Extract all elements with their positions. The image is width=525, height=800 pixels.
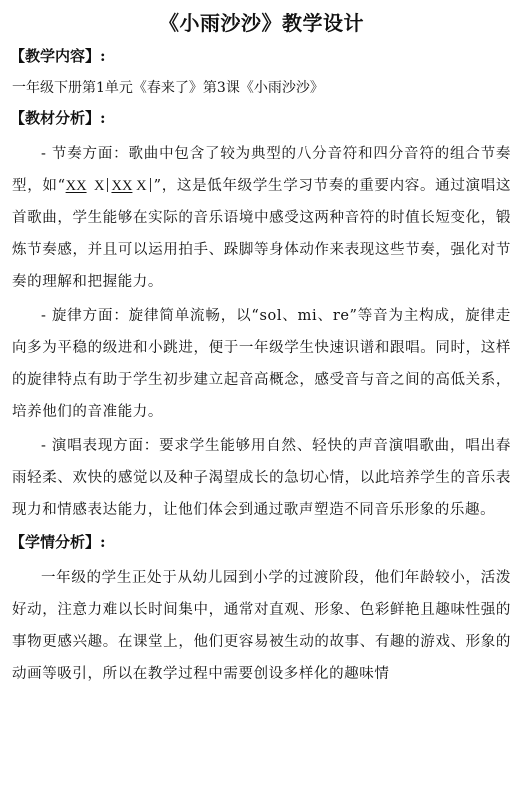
rhythm-paragraph-rest: ”，这是低年级学生学习节奏的重要内容。通过演唱这首歌曲，学生能够在实际的音乐语境中感受这两种音符的时值长短变化，锻炼节奏感，并且可以运用拍手、跺脚等身体动作来表现这些节奏，强化对节奏的理解和把握能力。 <box>12 178 512 290</box>
document-title: 《小雨沙沙》教学设计 <box>159 11 364 35</box>
section-heading-student-analysis: 【学情分析】: <box>10 533 106 551</box>
rhythm-eighth-pair-2: XX <box>111 178 133 194</box>
melody-paragraph: - 旋律方面：旋律简单流畅，以“sol、mi、re”等音为主构成，旋律走向多为平稳的级进和小跳进，便于一年级学生快速识谱和跟唱。同时，这样的旋律特点有助于学生初步建立起音高概念，感受音与音之间的高低关系，培养他们的音准能力。 <box>12 308 511 420</box>
rhythm-paragraph <box>12 138 511 298</box>
rhythm-notation <box>66 178 154 194</box>
rhythm-paragraph-intro: - 节奏方面：歌曲中包含了较为典型的八分音符和四分音符的组合节奏型，如“ <box>12 146 511 194</box>
rhythm-eighth-pair-1: XX <box>65 178 87 194</box>
rhythm-quarter-1: X <box>93 178 105 194</box>
teaching-content-line: 一年级下册第1单元《春来了》第3课《小雨沙沙》 <box>12 80 324 96</box>
rhythm-barline-2 <box>150 178 151 192</box>
rhythm-quarter-2: X <box>136 178 147 194</box>
rhythm-barline-1 <box>107 178 108 192</box>
section-heading-material-analysis: 【教材分析】: <box>10 109 106 127</box>
performance-paragraph: - 演唱表现方面：要求学生能够用自然、轻快的声音演唱歌曲，唱出春雨轻柔、欢快的感觉以及种子渴望成长的急切心情，以此培养学生的音乐表现力和情感表达能力，让他们体会到通过歌声塑造不同音乐形象的乐趣。 <box>12 438 511 518</box>
section-heading-teaching-content: 【教学内容】: <box>10 47 106 65</box>
student-analysis-paragraph: 一年级的学生正处于从幼儿园到小学的过渡阶段，他们年龄较小，活泼好动，注意力难以长时间集中，通常对直观、形象、色彩鲜艳且趣味性强的事物更感兴趣。在课堂上，他们更容易被生动的故事、有趣的游戏、形象的动画等吸引，所以在教学过程中需要创设多样化的趣味情 <box>12 570 511 682</box>
